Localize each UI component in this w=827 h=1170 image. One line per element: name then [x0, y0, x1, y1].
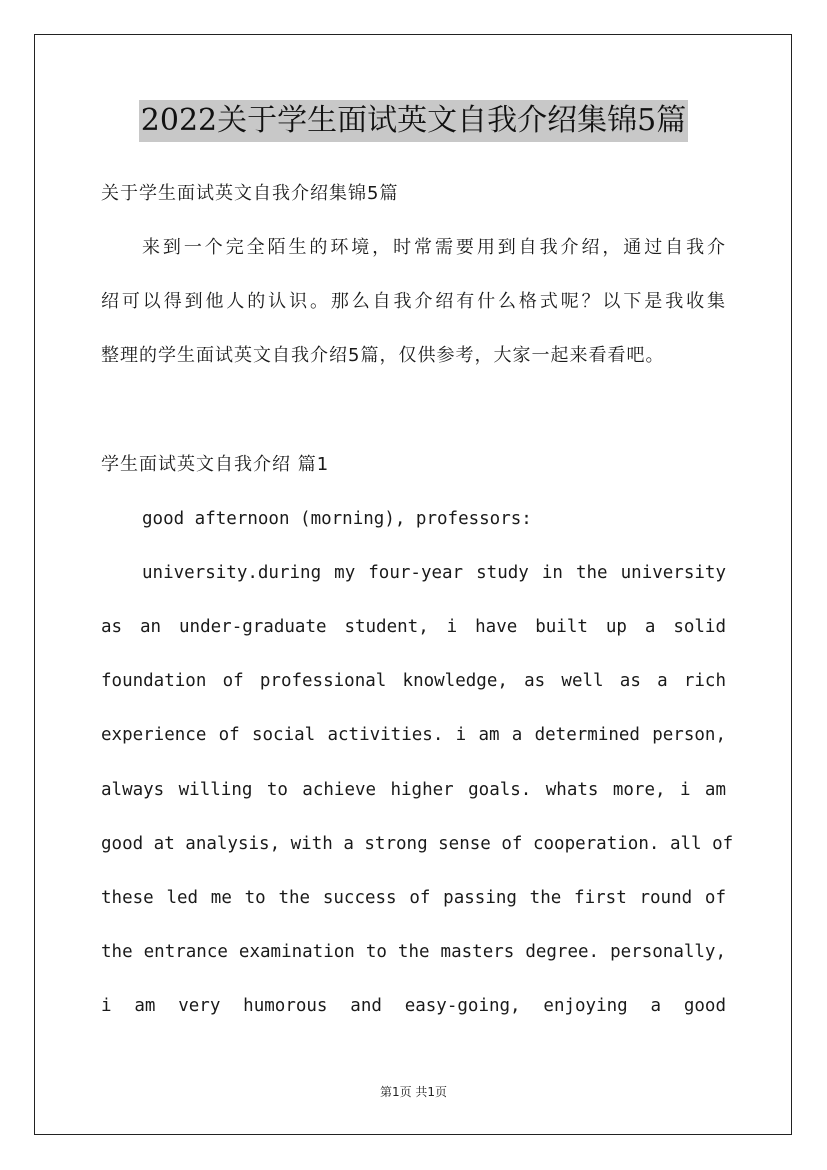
document-title: 2022关于学生面试英文自我介绍集锦5篇: [139, 100, 688, 142]
body-line-1: university.during my four-year study in the university: [142, 563, 726, 583]
document-title-container: [0, 100, 827, 142]
intro-line-1: 来到一个完全陌生的环境，时常需要用到自我介绍，通过自我介: [142, 237, 726, 258]
greeting-line: good afternoon (morning), professors:: [142, 509, 532, 529]
body-line-9: i am very humorous and easy-going, enjoying a good: [101, 996, 726, 1016]
body-line-6: good at analysis, with a strong sense of cooperation. all of: [101, 834, 734, 854]
body-line-7: these led me to the success of passing the first round of: [101, 888, 726, 908]
body-line-3: foundation of professional knowledge, as well as a rich: [101, 671, 726, 691]
intro-line-2: 绍可以得到他人的认识。那么自我介绍有什么格式呢？以下是我收集: [101, 291, 726, 312]
section-heading: 学生面试英文自我介绍 篇1: [101, 454, 330, 475]
body-line-4: experience of social activities. i am a determined person,: [101, 725, 726, 745]
intro-line-3: 整理的学生面试英文自我介绍5篇，仅供参考，大家一起来看看吧。: [101, 345, 665, 366]
body-line-2: as an under-graduate student, i have built up a solid: [101, 617, 726, 637]
body-line-8: the entrance examination to the masters degree. personally,: [101, 942, 726, 962]
body-line-5: always willing to achieve higher goals. whats more, i am: [101, 780, 726, 800]
subtitle: 关于学生面试英文自我介绍集锦5篇: [101, 183, 399, 204]
page-footer: 第1页 共1页: [379, 1085, 448, 1099]
